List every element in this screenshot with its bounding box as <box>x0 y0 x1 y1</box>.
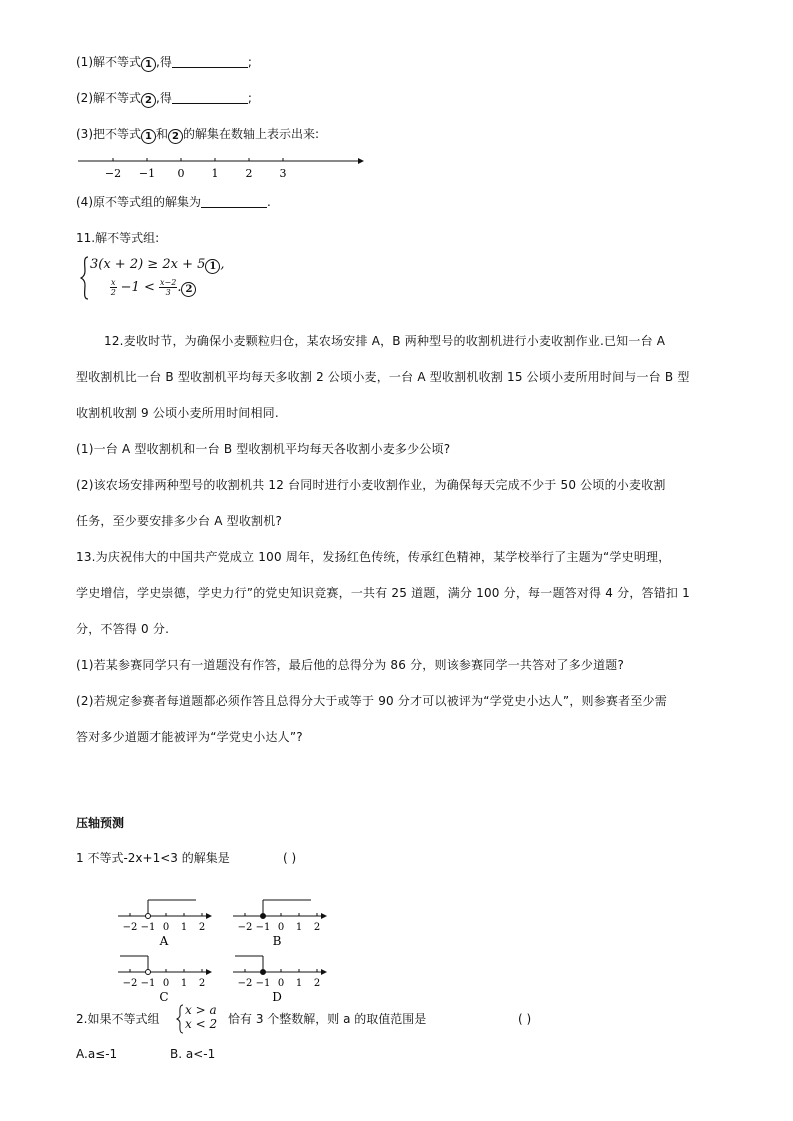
q10-part4: (4)原不等式组的解集为 . <box>76 195 271 209</box>
left-brace-icon <box>176 1004 184 1034</box>
axis-tick-label: 2 <box>313 978 321 989</box>
axis-tick-label: 1 <box>211 167 219 180</box>
circle-number-2: 2 <box>168 129 183 144</box>
axis-tick-label: −1 <box>255 922 271 933</box>
p2-system <box>176 1004 226 1034</box>
axis-tick-label: 1 <box>180 922 188 933</box>
option-label: D <box>272 990 282 1004</box>
p1-question: 1 不等式-2x+1<3 的解集是 <box>76 851 230 865</box>
q12-line1: 12.麦收时节，为确保小麦颗粒归仓，某农场安排 A，B 两种型号的收割机进行小麦收割作业.已知一台 A <box>104 334 666 348</box>
axis-tick-label: 0 <box>277 978 285 989</box>
closed-dot <box>261 914 266 919</box>
axis-tick-label: 1 <box>295 922 303 933</box>
p2-option-a[interactable]: A.a≤-1 <box>76 1047 118 1061</box>
axis-tick-label: −2 <box>122 978 138 989</box>
axis-arrow-icon <box>206 913 212 919</box>
axis-tick-label: −1 <box>138 167 156 180</box>
axis-tick-label: −1 <box>140 978 156 989</box>
p2-option-b[interactable]: B. a<-1 <box>170 1047 216 1061</box>
answer-blank[interactable] <box>172 91 248 104</box>
axis-tick-label: −1 <box>140 922 156 933</box>
axis-arrow-icon <box>321 969 327 975</box>
q13-line1: 13.为庆祝伟大的中国共产党成立 100 周年，发扬红色传统，传承红色精神，某学校举行了主题为“学史明理， <box>76 550 671 564</box>
q13-sub1: (1)若某参赛同学只有一道题没有作答，最后他的总得分为 86 分，则该参赛同学一共答对了多少道题? <box>76 658 625 672</box>
q11-line1: 3(x + 2) ≥ 2x + 5 1 , <box>90 257 225 272</box>
q10-part3: (3)把不等式 1 和 2 的解集在数轴上表示出来: <box>76 127 320 142</box>
option-label: A <box>159 934 169 948</box>
circle-number-2: 2 <box>181 282 196 297</box>
option-label: C <box>159 990 169 1004</box>
p2-answer-paren[interactable]: ( ) <box>518 1012 532 1026</box>
q13-line3: 分，不答得 0 分. <box>76 622 170 636</box>
p2-sys-line1: x > a <box>185 1003 217 1017</box>
axis-tick-label: 0 <box>162 978 170 989</box>
q10-part1: (1)解不等式 1 ,得 ; <box>76 55 252 70</box>
q11-title: 11.解不等式组: <box>76 231 160 245</box>
p2-prefix: 2.如果不等式组 <box>76 1012 160 1026</box>
axis-tick-label: 2 <box>245 167 253 180</box>
q10-part2: (2)解不等式 2 ,得 ; <box>76 91 252 106</box>
q13-sub2-line1: (2)若规定参赛者每道题都必须作答且总得分大于或等于 90 分才可以被评为“学党史小达人”，则参赛者至少需 <box>76 694 667 708</box>
q12-sub2-line1: (2)该农场安排两种型号的收割机共 12 台同时进行小麦收割作业，为确保每天完成不少于 50 公顷的小麦收割 <box>76 478 666 492</box>
number-line-q10 <box>70 150 370 180</box>
axis-tick-label: 0 <box>162 922 170 933</box>
option-d-number-line[interactable] <box>225 946 335 1006</box>
q12-sub1: (1)一台 A 型收割机和一台 B 型收割机平均每天各收割小麦多少公顷? <box>76 442 451 456</box>
p2-suffix: 恰有 3 个整数解，则 a 的取值范围是 <box>228 1012 427 1026</box>
axis-tick-label: 0 <box>277 922 285 933</box>
option-a-number-line[interactable] <box>110 890 220 950</box>
circle-number-1: 1 <box>141 129 156 144</box>
axis-arrow-icon <box>206 969 212 975</box>
left-brace-icon <box>80 255 90 301</box>
axis-tick-label: −1 <box>255 978 271 989</box>
circle-number-1: 1 <box>141 57 156 72</box>
axis-tick-label: −2 <box>104 167 122 180</box>
answer-blank[interactable] <box>201 195 267 208</box>
fraction: $\frac{x}{2}$ <box>110 278 116 297</box>
axis-tick-label: 2 <box>313 922 321 933</box>
q12-sub2-line2: 任务，至少要安排多少台 A 型收割机? <box>76 514 283 528</box>
axis-arrow-icon <box>321 913 327 919</box>
axis-tick-label: 3 <box>279 167 287 180</box>
fraction: $\frac{x-2}{3}$ <box>160 278 177 297</box>
q13-line2: 学史增信，学史崇德，学史力行”的党史知识竞赛，一共有 25 道题，满分 100 分，每一题答对得 4 分，答错扣 1 <box>76 586 690 600</box>
axis-tick-label: −2 <box>122 922 138 933</box>
answer-blank[interactable] <box>172 55 248 68</box>
open-dot <box>146 914 151 919</box>
axis-tick-label: 1 <box>180 978 188 989</box>
circle-number-1: 1 <box>205 259 220 274</box>
axis-tick-label: 1 <box>295 978 303 989</box>
q12-line2: 型收割机比一台 B 型收割机平均每天多收割 2 公顷小麦，一台 A 型收割机收割 15 公顷小麦所用时间与一台 B 型 <box>76 370 690 384</box>
option-label: B <box>272 934 282 948</box>
option-b-number-line[interactable] <box>225 890 335 950</box>
q12-line3: 收割机收割 9 公顷小麦所用时间相同. <box>76 406 279 420</box>
axis-arrow-icon <box>358 158 364 164</box>
q11-system <box>80 255 240 301</box>
open-dot <box>146 970 151 975</box>
circle-number-2: 2 <box>141 93 156 108</box>
axis-tick-label: 0 <box>177 167 185 180</box>
section-title: 压轴预测 <box>76 816 125 830</box>
q13-sub2-line2: 答对多少道题才能被评为“学党史小达人”? <box>76 730 303 744</box>
axis-tick-label: 2 <box>198 978 206 989</box>
p1-answer-paren[interactable]: ( ) <box>283 851 297 865</box>
axis-tick-label: 2 <box>198 922 206 933</box>
closed-dot <box>261 970 266 975</box>
p2-sys-line2: x < 2 <box>185 1017 218 1031</box>
axis-tick-label: −2 <box>237 922 253 933</box>
option-c-number-line[interactable] <box>110 946 220 1006</box>
axis-tick-label: −2 <box>237 978 253 989</box>
q11-line2: $\frac{x}{2}$ −1 < $\frac{x-2}{3}$ . 2 <box>110 277 196 299</box>
